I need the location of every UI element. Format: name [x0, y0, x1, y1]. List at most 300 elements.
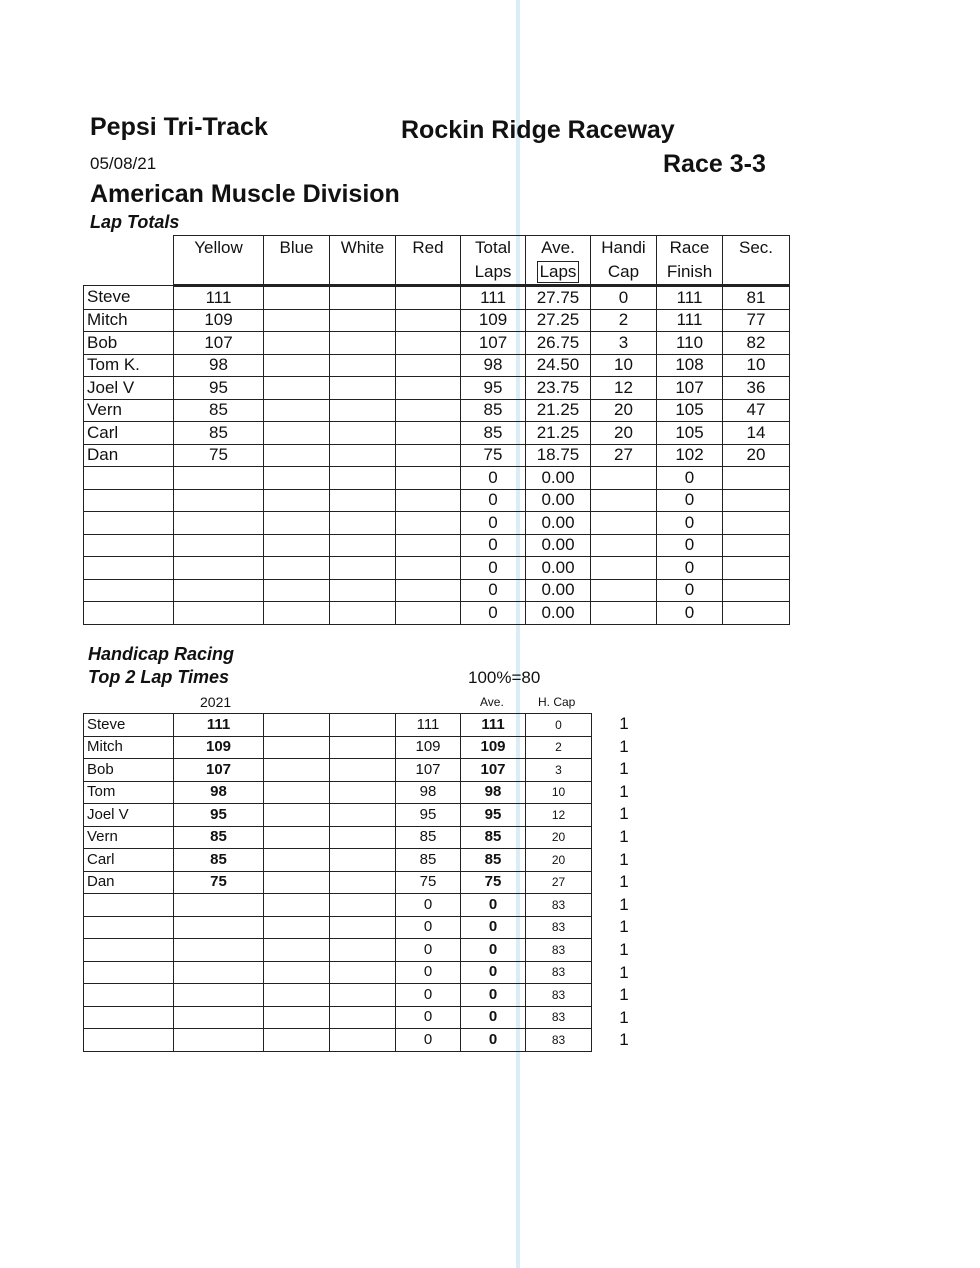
handicap-cell-c3 — [264, 804, 330, 827]
handicap-cell-laps: 85 — [174, 826, 264, 849]
lap-row — [84, 467, 790, 490]
handicap-row — [84, 894, 592, 917]
handicap-cell-total: 0 — [396, 961, 461, 984]
lap-cell-yellow — [174, 602, 264, 625]
lap-cell-white — [330, 467, 396, 490]
lap-cell-ave: 24.50 — [526, 354, 591, 377]
lap-cell-ave: 0.00 — [526, 557, 591, 580]
lap-cell-finish: 110 — [657, 332, 723, 355]
lap-row — [84, 354, 790, 377]
lap-cell-yellow — [174, 512, 264, 535]
lap-cell-white — [330, 489, 396, 512]
lap-cell-yellow — [174, 467, 264, 490]
lap-cell-white — [330, 354, 396, 377]
handicap-cell-c4 — [330, 736, 396, 759]
handicap-cell-c3 — [264, 714, 330, 737]
lap-cell-yellow: 109 — [174, 309, 264, 332]
race-number: Race 3-3 — [663, 150, 766, 178]
lap-cell-total: 0 — [461, 602, 526, 625]
handicap-cell-ave: 0 — [461, 1006, 526, 1029]
handicap-cell-c4 — [330, 849, 396, 872]
handicap-row — [84, 736, 592, 759]
handicap-cell-ave: 109 — [461, 736, 526, 759]
col-race-line2: Finish — [666, 262, 713, 281]
handicap-cell-name — [84, 894, 174, 917]
lap-cell-red — [396, 467, 461, 490]
lap-cell-finish: 0 — [657, 579, 723, 602]
handicap-cell-ave: 0 — [461, 961, 526, 984]
series-title: Pepsi Tri-Track — [90, 113, 268, 141]
lap-cell-white — [330, 422, 396, 445]
lap-cell-blue — [264, 286, 330, 310]
handicap-cell-c4 — [330, 1006, 396, 1029]
lap-cell-name — [84, 467, 174, 490]
lap-cell-red — [396, 286, 461, 310]
handicap-cell-laps: 95 — [174, 804, 264, 827]
handicap-flag: 1 — [619, 804, 629, 824]
handicap-cell-name: Dan — [84, 871, 174, 894]
lap-cell-blue — [264, 579, 330, 602]
lap-cell-finish: 108 — [657, 354, 723, 377]
handicap-cell-laps: 109 — [174, 736, 264, 759]
lap-cell-ave: 27.75 — [526, 286, 591, 310]
lap-cell-total: 95 — [461, 377, 526, 400]
col-blue: Blue — [264, 236, 330, 286]
lap-cell-handicap: 10 — [591, 354, 657, 377]
col-white: White — [330, 236, 396, 286]
handicap-flag: 1 — [619, 939, 629, 959]
lap-cell-blue — [264, 534, 330, 557]
lap-cell-total: 0 — [461, 489, 526, 512]
handicap-cell-ave: 0 — [461, 894, 526, 917]
lap-cell-sec — [723, 489, 790, 512]
handicap-cell-laps — [174, 939, 264, 962]
handicap-cell-hcap: 12 — [526, 804, 592, 827]
lap-cell-sec — [723, 557, 790, 580]
handicap-row — [84, 781, 592, 804]
lap-row — [84, 377, 790, 400]
lap-cell-handicap — [591, 602, 657, 625]
handicap-row — [84, 984, 592, 1007]
handicap-flag: 1 — [619, 894, 629, 914]
lap-row — [84, 286, 790, 310]
lap-cell-total: 75 — [461, 444, 526, 467]
handicap-cell-laps — [174, 894, 264, 917]
hcap-label: H. Cap — [538, 695, 576, 709]
lap-cell-ave: 0.00 — [526, 467, 591, 490]
lap-cell-ave: 26.75 — [526, 332, 591, 355]
handicap-cell-ave: 0 — [461, 1029, 526, 1052]
handicap-flag: 1 — [619, 1007, 629, 1027]
lap-cell-ave: 0.00 — [526, 512, 591, 535]
lap-cell-handicap — [591, 579, 657, 602]
handicap-cell-c3 — [264, 984, 330, 1007]
handicap-subheading: Top 2 Lap Times — [88, 667, 230, 687]
lap-row — [84, 399, 790, 422]
lap-cell-handicap — [591, 512, 657, 535]
col-handicap — [591, 236, 657, 286]
lap-cell-handicap: 3 — [591, 332, 657, 355]
lap-cell-total: 0 — [461, 467, 526, 490]
lap-cell-sec: 77 — [723, 309, 790, 332]
col-race-finish — [657, 236, 723, 286]
handicap-cell-name: Carl — [84, 849, 174, 872]
handicap-cell-c4 — [330, 714, 396, 737]
handicap-cell-total: 107 — [396, 759, 461, 782]
lap-cell-sec: 36 — [723, 377, 790, 400]
handicap-row — [84, 1029, 592, 1052]
lap-cell-name: Joel V — [84, 377, 174, 400]
lap-cell-red — [396, 512, 461, 535]
handicap-row — [84, 1006, 592, 1029]
lap-cell-red — [396, 489, 461, 512]
lap-cell-white — [330, 377, 396, 400]
lap-cell-total: 111 — [461, 286, 526, 310]
handicap-cell-c4 — [330, 1029, 396, 1052]
handicap-cell-c4 — [330, 804, 396, 827]
lap-cell-yellow: 85 — [174, 399, 264, 422]
handicap-heading: Handicap Racing — [88, 644, 235, 664]
lap-cell-finish: 111 — [657, 309, 723, 332]
lap-cell-yellow — [174, 557, 264, 580]
lap-cell-sec: 14 — [723, 422, 790, 445]
handicap-cell-ave: 75 — [461, 871, 526, 894]
handicap-cell-name: Joel V — [84, 804, 174, 827]
col-sec: Sec. — [723, 236, 790, 286]
lap-cell-finish: 102 — [657, 444, 723, 467]
lap-cell-total: 107 — [461, 332, 526, 355]
handicap-cell-name: Mitch — [84, 736, 174, 759]
lap-cell-handicap — [591, 557, 657, 580]
handicap-cell-name — [84, 1006, 174, 1029]
lap-cell-finish: 105 — [657, 399, 723, 422]
lap-cell-red — [396, 422, 461, 445]
lap-row — [84, 534, 790, 557]
handicap-cell-total: 95 — [396, 804, 461, 827]
lap-cell-name — [84, 512, 174, 535]
lap-cell-blue — [264, 309, 330, 332]
lap-cell-blue — [264, 422, 330, 445]
lap-cell-ave: 0.00 — [526, 534, 591, 557]
handicap-row — [84, 939, 592, 962]
lap-cell-blue — [264, 512, 330, 535]
handicap-cell-laps: 98 — [174, 781, 264, 804]
handicap-flag: 1 — [619, 1030, 629, 1050]
lap-cell-yellow — [174, 579, 264, 602]
handicap-cell-name — [84, 961, 174, 984]
lap-cell-finish: 105 — [657, 422, 723, 445]
lap-row — [84, 422, 790, 445]
lap-cell-blue — [264, 332, 330, 355]
lap-cell-sec: 20 — [723, 444, 790, 467]
handicap-flag: 1 — [619, 714, 629, 733]
handicap-cell-c3 — [264, 826, 330, 849]
col-total-laps — [461, 236, 526, 286]
handicap-cell-name — [84, 939, 174, 962]
lap-cell-yellow: 75 — [174, 444, 264, 467]
lap-cell-name — [84, 579, 174, 602]
year-label: 2021 — [200, 694, 232, 710]
handicap-cell-hcap: 83 — [526, 1006, 592, 1029]
handicap-flag: 1 — [619, 917, 629, 937]
handicap-cell-c3 — [264, 1029, 330, 1052]
lap-cell-ave: 0.00 — [526, 579, 591, 602]
lap-row — [84, 602, 790, 625]
lap-cell-finish: 0 — [657, 557, 723, 580]
lap-row — [84, 557, 790, 580]
lap-cell-blue — [264, 467, 330, 490]
handicap-row — [84, 714, 592, 737]
lap-cell-yellow — [174, 534, 264, 557]
handicap-flag: 1 — [619, 872, 629, 892]
lap-cell-finish: 0 — [657, 489, 723, 512]
handicap-cell-hcap: 83 — [526, 984, 592, 1007]
lap-cell-finish: 0 — [657, 534, 723, 557]
handicap-row — [84, 871, 592, 894]
handicap-cell-name: Tom — [84, 781, 174, 804]
lap-cell-white — [330, 602, 396, 625]
handicap-cell-c4 — [330, 984, 396, 1007]
col-total-line1: Total — [475, 238, 511, 257]
handicap-cell-c3 — [264, 1006, 330, 1029]
lap-cell-red — [396, 602, 461, 625]
handicap-cell-c3 — [264, 961, 330, 984]
lap-cell-white — [330, 534, 396, 557]
handicap-cell-hcap: 3 — [526, 759, 592, 782]
handicap-flag: 1 — [619, 736, 629, 756]
lap-cell-ave: 18.75 — [526, 444, 591, 467]
handicap-cell-c4 — [330, 916, 396, 939]
handicap-cell-total: 0 — [396, 916, 461, 939]
lap-cell-name: Tom K. — [84, 354, 174, 377]
lap-cell-blue — [264, 602, 330, 625]
lap-cell-blue — [264, 399, 330, 422]
lap-cell-blue — [264, 557, 330, 580]
lap-cell-yellow: 85 — [174, 422, 264, 445]
handicap-cell-total: 85 — [396, 826, 461, 849]
col-ave-laps — [526, 236, 591, 286]
lap-cell-sec: 10 — [723, 354, 790, 377]
percent-note: 100%=80 — [468, 668, 541, 687]
lap-cell-red — [396, 354, 461, 377]
lap-cell-name: Vern — [84, 399, 174, 422]
lap-cell-handicap — [591, 534, 657, 557]
col-ave-line2: Laps — [537, 261, 580, 283]
handicap-cell-c3 — [264, 894, 330, 917]
handicap-cell-name: Vern — [84, 826, 174, 849]
lap-cell-finish: 111 — [657, 286, 723, 310]
lap-cell-sec — [723, 602, 790, 625]
lap-cell-ave: 0.00 — [526, 602, 591, 625]
handicap-cell-hcap: 83 — [526, 916, 592, 939]
lap-cell-red — [396, 444, 461, 467]
lap-cell-ave: 21.25 — [526, 422, 591, 445]
lap-totals-table — [83, 235, 790, 625]
lap-cell-red — [396, 557, 461, 580]
lap-cell-yellow — [174, 489, 264, 512]
lap-cell-white — [330, 286, 396, 310]
lap-cell-sec — [723, 467, 790, 490]
lap-cell-finish: 0 — [657, 512, 723, 535]
handicap-cell-hcap: 0 — [526, 714, 592, 737]
col-handi-line2: Cap — [607, 262, 640, 281]
col-ave-line1: Ave. — [541, 238, 575, 257]
handicap-cell-name — [84, 916, 174, 939]
handicap-cell-name — [84, 984, 174, 1007]
handicap-cell-c3 — [264, 759, 330, 782]
handicap-cell-laps: 85 — [174, 849, 264, 872]
handicap-cell-laps — [174, 1029, 264, 1052]
lap-cell-name: Bob — [84, 332, 174, 355]
lap-cell-handicap: 12 — [591, 377, 657, 400]
header-blank — [84, 236, 174, 286]
col-race-line1: Race — [669, 238, 710, 257]
lap-cell-total: 0 — [461, 512, 526, 535]
handicap-cell-ave: 0 — [461, 984, 526, 1007]
lap-cell-ave: 21.25 — [526, 399, 591, 422]
handicap-cell-laps — [174, 984, 264, 1007]
handicap-cell-total: 0 — [396, 1029, 461, 1052]
lap-row — [84, 444, 790, 467]
lap-cell-total: 85 — [461, 399, 526, 422]
lap-cell-finish: 107 — [657, 377, 723, 400]
handicap-cell-hcap: 83 — [526, 961, 592, 984]
handicap-cell-name — [84, 1029, 174, 1052]
lap-cell-red — [396, 377, 461, 400]
handicap-row — [84, 961, 592, 984]
lap-cell-handicap: 27 — [591, 444, 657, 467]
handicap-cell-ave: 0 — [461, 939, 526, 962]
handicap-cell-name: Steve — [84, 714, 174, 737]
lap-cell-name: Steve — [84, 286, 174, 310]
col-yellow: Yellow — [174, 236, 264, 286]
handicap-cell-c3 — [264, 736, 330, 759]
handicap-flag: 1 — [619, 962, 629, 982]
lap-cell-total: 98 — [461, 354, 526, 377]
lap-row — [84, 579, 790, 602]
lap-cell-red — [396, 332, 461, 355]
lap-row — [84, 489, 790, 512]
handicap-cell-c4 — [330, 894, 396, 917]
scan-fold-line — [516, 0, 520, 1268]
lap-totals-header-row — [84, 236, 790, 286]
handicap-cell-total: 0 — [396, 894, 461, 917]
handicap-flag: 1 — [619, 781, 629, 801]
handicap-cell-c4 — [330, 826, 396, 849]
handicap-cell-laps — [174, 961, 264, 984]
lap-cell-red — [396, 534, 461, 557]
lap-cell-name — [84, 557, 174, 580]
lap-cell-total: 0 — [461, 579, 526, 602]
lap-cell-ave: 0.00 — [526, 489, 591, 512]
handicap-cell-hcap: 2 — [526, 736, 592, 759]
lap-cell-yellow: 111 — [174, 286, 264, 310]
handicap-cell-total: 0 — [396, 939, 461, 962]
lap-cell-white — [330, 399, 396, 422]
lap-row — [84, 512, 790, 535]
lap-cell-ave: 27.25 — [526, 309, 591, 332]
handicap-row — [84, 849, 592, 872]
handicap-cell-ave: 98 — [461, 781, 526, 804]
handicap-cell-hcap: 10 — [526, 781, 592, 804]
ave-label: Ave. — [480, 695, 504, 709]
handicap-row — [84, 916, 592, 939]
lap-cell-white — [330, 557, 396, 580]
lap-cell-white — [330, 512, 396, 535]
lap-cell-white — [330, 444, 396, 467]
lap-cell-blue — [264, 489, 330, 512]
lap-cell-handicap: 20 — [591, 422, 657, 445]
handicap-table — [83, 713, 592, 1052]
lap-cell-handicap — [591, 489, 657, 512]
col-handi-line1: Handi — [601, 238, 646, 257]
lap-cell-handicap — [591, 467, 657, 490]
lap-cell-red — [396, 399, 461, 422]
lap-cell-blue — [264, 444, 330, 467]
lap-cell-blue — [264, 354, 330, 377]
lap-cell-red — [396, 309, 461, 332]
lap-cell-yellow: 98 — [174, 354, 264, 377]
handicap-cell-hcap: 27 — [526, 871, 592, 894]
lap-cell-total: 0 — [461, 557, 526, 580]
lap-cell-finish: 0 — [657, 602, 723, 625]
handicap-flag-column — [600, 713, 648, 1052]
lap-cell-handicap: 20 — [591, 399, 657, 422]
handicap-cell-c4 — [330, 871, 396, 894]
handicap-cell-ave: 95 — [461, 804, 526, 827]
lap-cell-white — [330, 579, 396, 602]
handicap-cell-laps: 75 — [174, 871, 264, 894]
lap-cell-name: Dan — [84, 444, 174, 467]
lap-cell-white — [330, 332, 396, 355]
lap-cell-ave: 23.75 — [526, 377, 591, 400]
lap-cell-total: 109 — [461, 309, 526, 332]
handicap-cell-ave: 111 — [461, 714, 526, 737]
handicap-cell-total: 109 — [396, 736, 461, 759]
handicap-cell-ave: 107 — [461, 759, 526, 782]
handicap-cell-c4 — [330, 759, 396, 782]
handicap-cell-name: Bob — [84, 759, 174, 782]
lap-cell-red — [396, 579, 461, 602]
handicap-cell-c3 — [264, 939, 330, 962]
handicap-cell-total: 0 — [396, 1006, 461, 1029]
lap-cell-sec: 81 — [723, 286, 790, 310]
handicap-cell-total: 98 — [396, 781, 461, 804]
lap-cell-yellow: 107 — [174, 332, 264, 355]
handicap-cell-c3 — [264, 849, 330, 872]
handicap-cell-ave: 85 — [461, 849, 526, 872]
handicap-flag: 1 — [619, 826, 629, 846]
handicap-cell-hcap: 83 — [526, 939, 592, 962]
handicap-cell-hcap: 20 — [526, 826, 592, 849]
lap-cell-name: Carl — [84, 422, 174, 445]
handicap-cell-c4 — [330, 939, 396, 962]
track-title: Rockin Ridge Raceway — [401, 116, 675, 144]
handicap-cell-laps: 107 — [174, 759, 264, 782]
lap-cell-sec: 82 — [723, 332, 790, 355]
handicap-cell-total: 111 — [396, 714, 461, 737]
handicap-cell-ave: 0 — [461, 916, 526, 939]
handicap-cell-total: 85 — [396, 849, 461, 872]
handicap-cell-total: 75 — [396, 871, 461, 894]
handicap-row — [84, 759, 592, 782]
lap-cell-sec — [723, 579, 790, 602]
lap-cell-name — [84, 602, 174, 625]
lap-cell-name — [84, 489, 174, 512]
handicap-cell-c4 — [330, 961, 396, 984]
lap-cell-handicap: 2 — [591, 309, 657, 332]
handicap-flag: 1 — [619, 985, 629, 1005]
